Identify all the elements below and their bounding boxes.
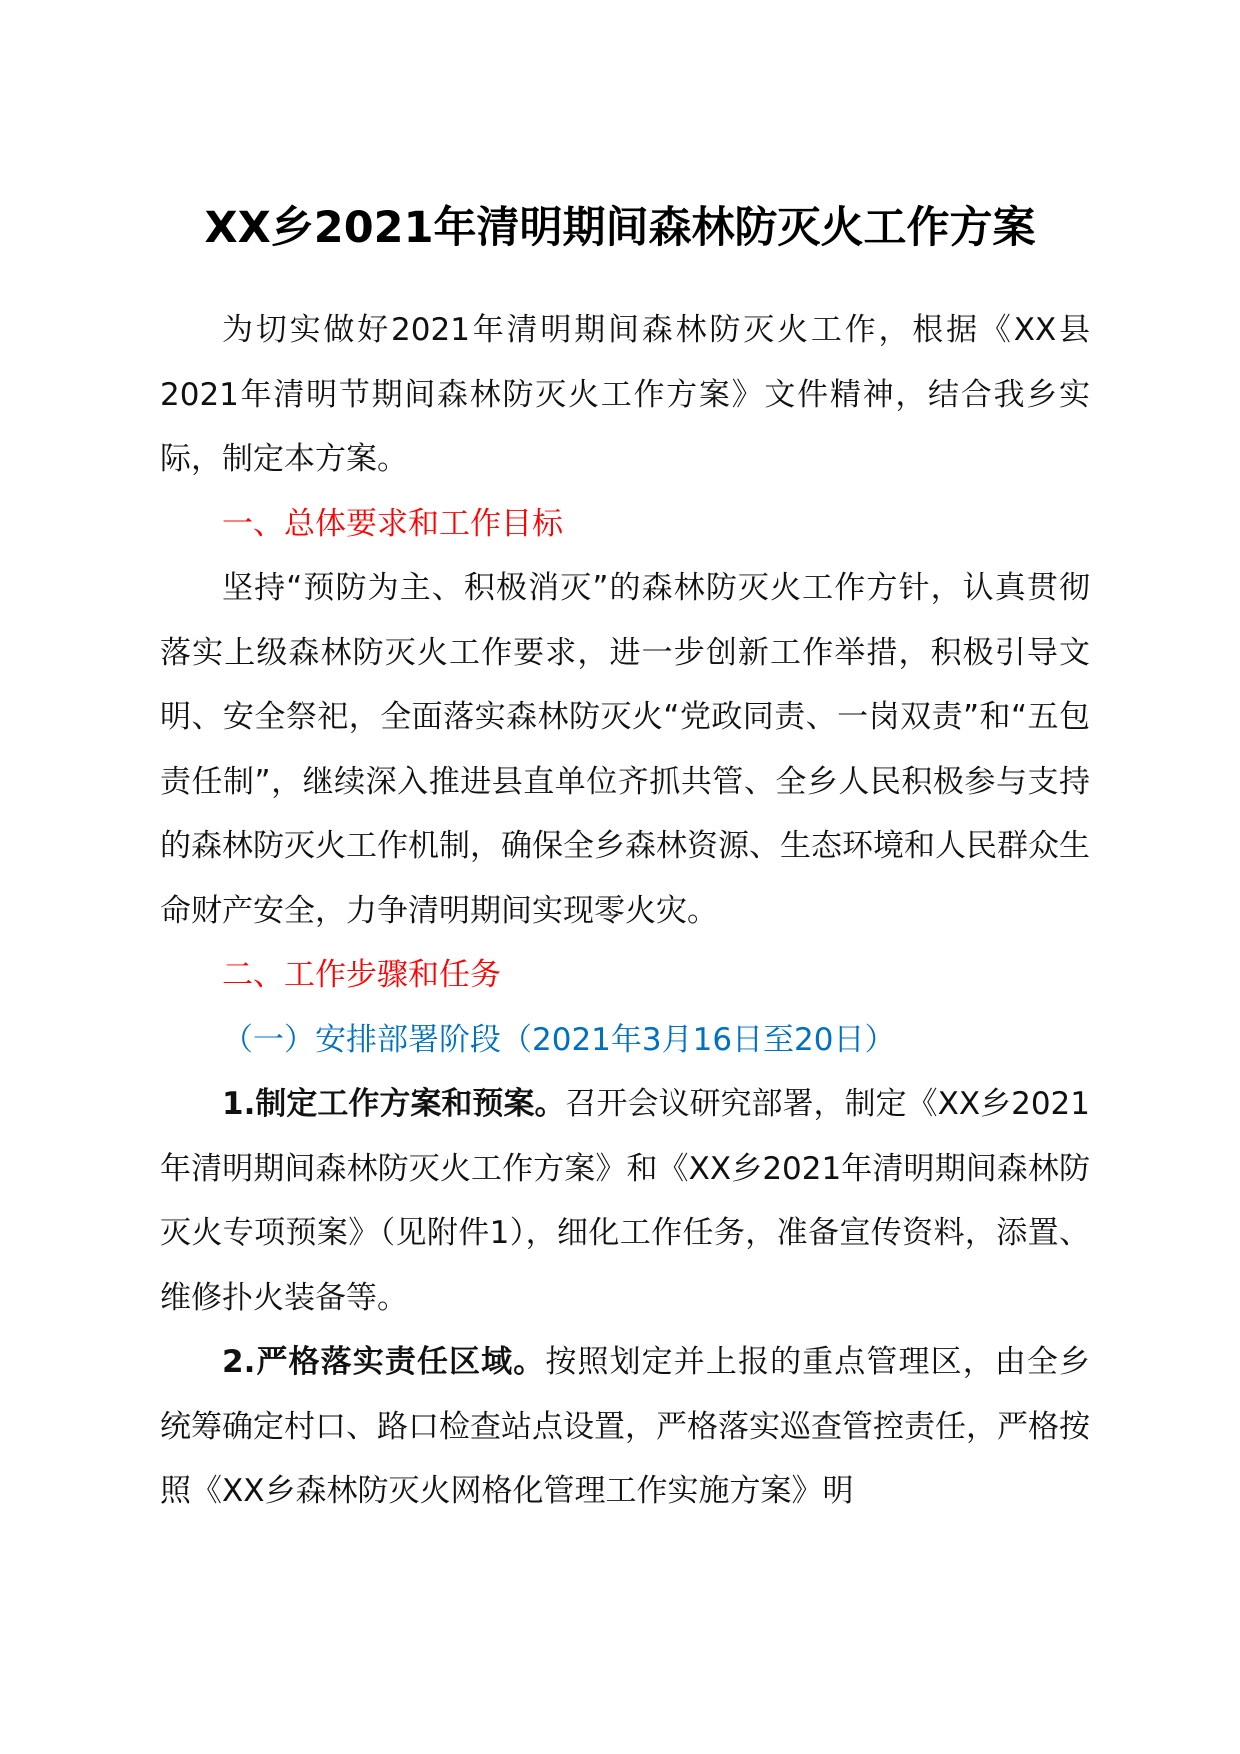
item-1-paragraph [160,1072,1090,1330]
document-body [160,298,1090,1524]
section-1-heading: 一、总体要求和工作目标 [222,505,563,542]
item-1-body: 召开会议研究部署，制定《XX乡2021年清明期间森林防灭火工作方案》和《XX乡2021年清明期间森林防灭火专项预案》（见附件1），细化工作任务，准备宣传资料，添置、维修扑火装备等。 [160,1086,1090,1316]
section-1-paragraph: 坚持“预防为主、积极消灭”的森林防灭火工作方针，认真贯彻落实上级森林防灭火工作要求，进一步创新工作举措，积极引导文明、安全祭祀，全面落实森林防灭火“党政同责、一岗双责”和“五包责任制”，继续深入推进县直单位齐抓共管、全乡人民积极参与支持的森林防灭火工作机制，确保全乡森林资源、生态环境和人民群众生命财产安全，力争清明期间实现零火灾。 [160,570,1090,929]
intro-paragraph: 为切实做好2021年清明期间森林防灭火工作，根据《XX县2021年清明节期间森林防灭火工作方案》文件精神，结合我乡实际，制定本方案。 [160,312,1090,477]
document-title: XX乡2021年清明期间森林防灭火工作方案 [204,203,1036,253]
section-2-heading: 二、工作步骤和任务 [222,957,501,993]
item-2-paragraph [160,1330,1090,1524]
section-2-subheading: （一）安排部署阶段（2021年3月16日至20日） [222,1021,896,1058]
item-2-body: 按照划定并上报的重点管理区，由全乡统筹确定村口、路口检查站点设置，严格落实巡查管控责任，严格按照《XX乡森林防灭火网格化管理工作实施方案》明 [160,1344,1090,1509]
item-1-lead: 1.制定工作方案和预案。 [222,1086,566,1122]
item-2-lead: 2.严格落实责任区域。 [222,1344,546,1380]
